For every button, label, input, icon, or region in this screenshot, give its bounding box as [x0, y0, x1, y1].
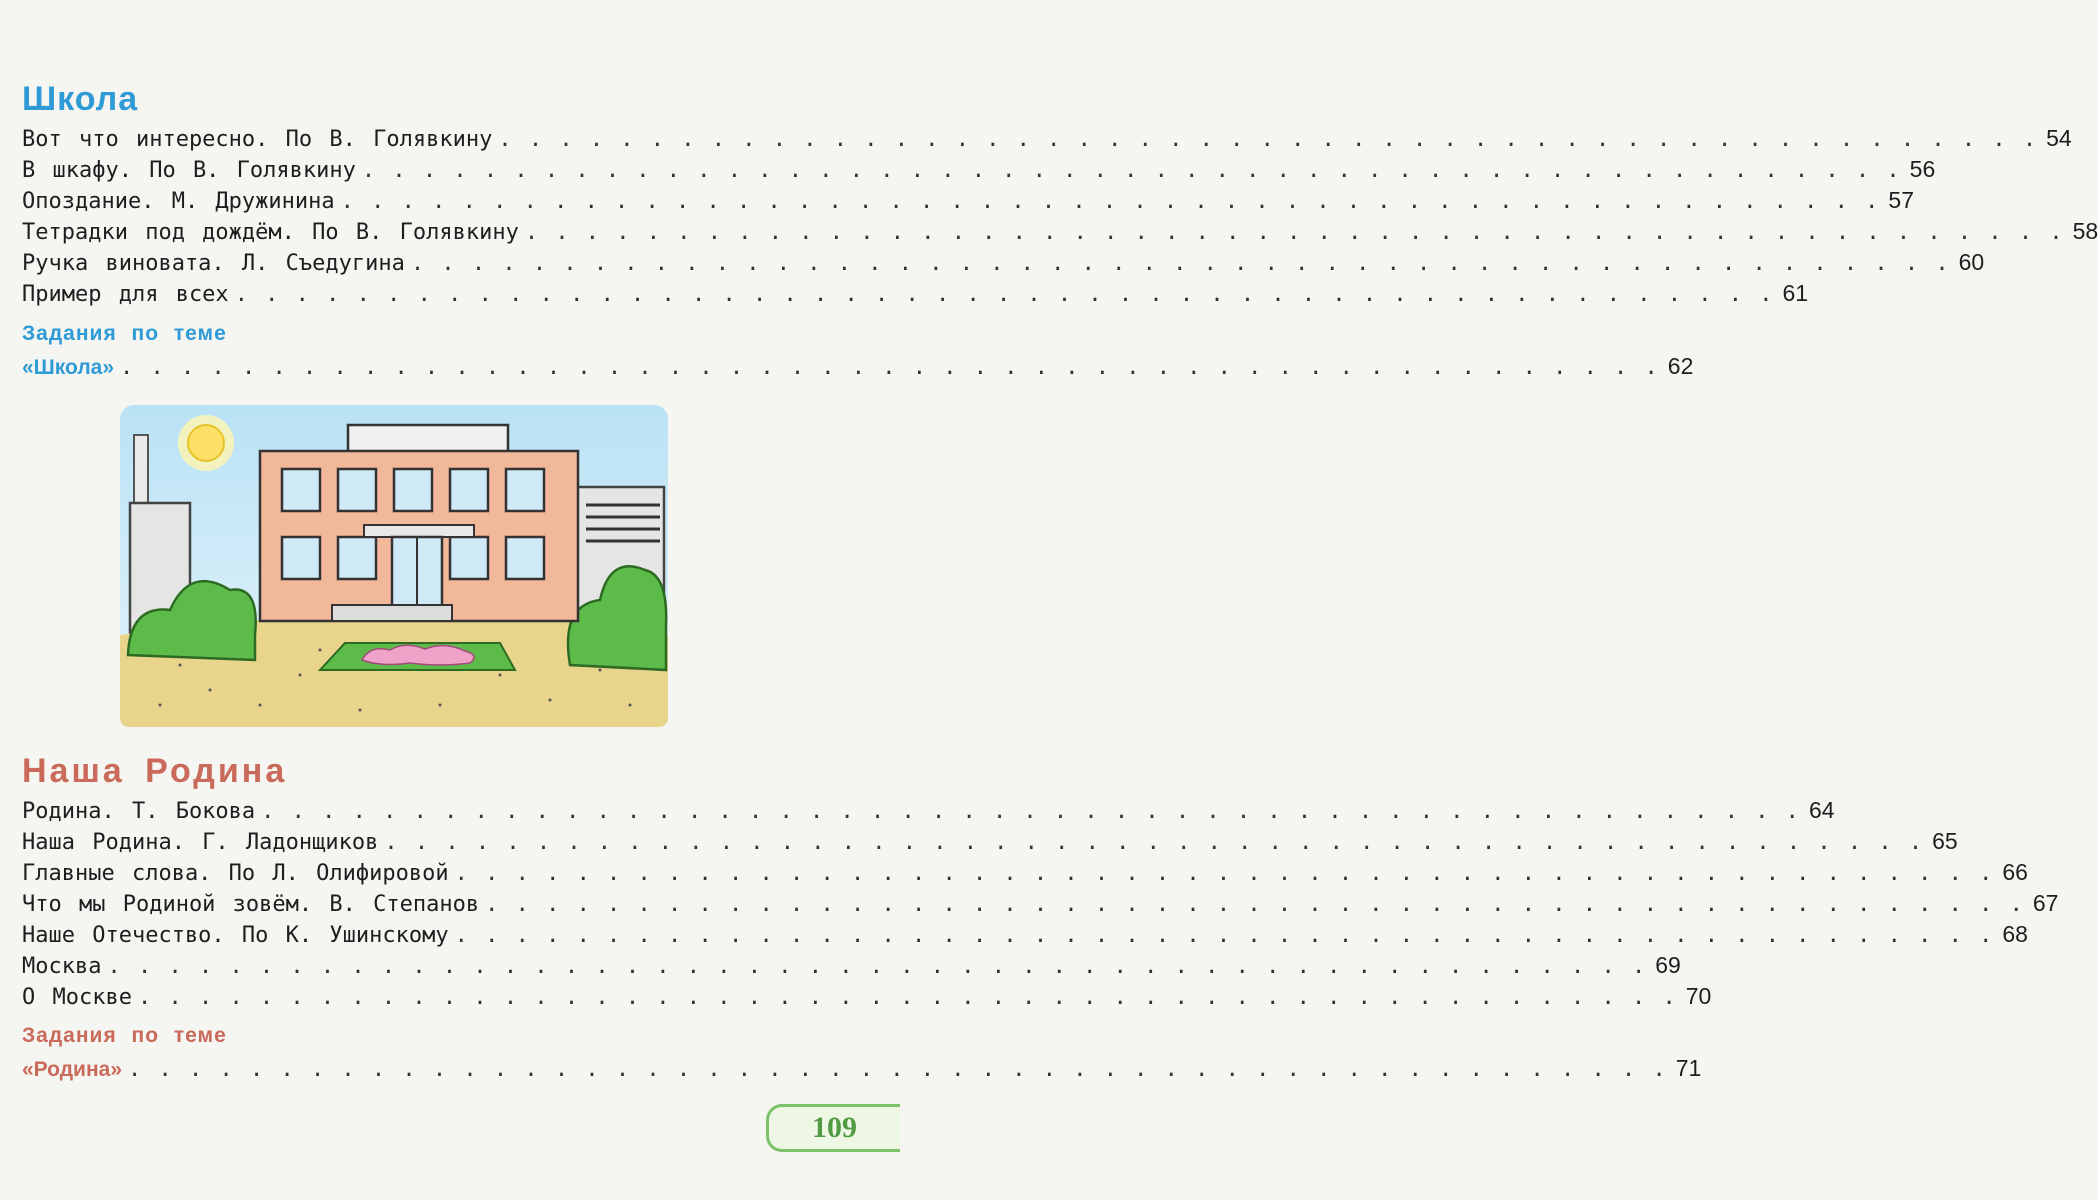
tasks-entry — [22, 1055, 1702, 1086]
toc-entry-title: Наше Отечество. По К. Ушинскому — [22, 923, 449, 948]
page-number-badge — [766, 1104, 900, 1152]
toc-entry — [22, 187, 1914, 218]
toc-entry-title: Главные слова. По Л. Олифировой — [22, 861, 449, 886]
page-number: 109 — [812, 1111, 857, 1144]
leader-dots: . . . . . . . . . . . . . . . . . . . . . . . . . . . . . . . . . . . . . . . . . . . . . . . . . . . — [454, 923, 1995, 948]
tasks-entry — [22, 353, 1694, 384]
toc-entry-page: 66 — [2002, 859, 2028, 885]
toc-entry-page: 69 — [1655, 952, 1681, 978]
toc-entry-page: 64 — [1808, 797, 1835, 823]
toc-entry — [22, 890, 2059, 921]
toc-entry-title: Наша Родина. Г. Ладонщиков — [22, 830, 379, 855]
leader-dots: . . . . . . . . . . . . . . . . . . . . . . . . . . . . . . . . . . . . . . . . . . . . . . . . . . . — [410, 251, 1951, 276]
leader-dots: . . . . . . . . . . . . . . . . . . . . . . . . . . . . . . . . . . . . . . . . . . . . . . . . . . . — [261, 799, 1801, 824]
toc-entry-title: Тетрадки под дождём. По В. Голявкину — [22, 220, 519, 245]
toc-entry-title: Родина. Т. Бокова — [22, 799, 256, 824]
toc-entry-page: 65 — [1932, 828, 1958, 854]
toc-entry — [22, 828, 1958, 859]
leader-dots: . . . . . . . . . . . . . . . . . . . . . . . . . . . . . . . . . . . . . . . . . . . . . . . . . . . — [234, 282, 1775, 307]
toc-entry — [22, 280, 1809, 311]
tasks-entry-page: 71 — [1675, 1055, 1702, 1081]
leader-dots: . . . . . . . . . . . . . . . . . . . . . . . . . . . . . . . . . . . . . . . . . . . . . . . . . . . — [485, 892, 2025, 917]
tasks-block-school — [22, 322, 1694, 384]
toc-entry-title: Москва — [22, 954, 102, 979]
tasks-block-rodina — [22, 1024, 1702, 1086]
leader-dots: . . . . . . . . . . . . . . . . . . . . . . . . . . . . . . . . . . . . . . . . . . . . . . . . . . . — [384, 830, 1925, 855]
toc-entry-page: 60 — [1958, 249, 1985, 275]
toc-entry — [22, 156, 1936, 187]
toc-entry-title: В шкафу. По В. Голявкину — [22, 158, 356, 183]
toc-entry-title: Вот что интересно. По В. Голявкину — [22, 127, 493, 152]
section-title-rodina: Наша Родина — [22, 752, 288, 790]
leader-dots: . . . . . . . . . . . . . . . . . . . . . . . . . . . . . . . . . . . . . . . . . . . . . . . . . . . — [361, 158, 1902, 183]
leader-dots: . . . . . . . . . . . . . . . . . . . . . . . . . . . . . . . . . . . . . . . . . . . . . . . . . . . — [120, 355, 1660, 380]
tasks-entry-title: «Школа» — [22, 356, 115, 379]
leader-dots: . . . . . . . . . . . . . . . . . . . . . . . . . . . . . . . . . . . . . . . . . . . . . . . . . . . — [524, 220, 2065, 245]
toc-entry-page: 54 — [2046, 125, 2072, 151]
school-building-illustration — [120, 405, 668, 727]
toc-entry-title: Опоздание. М. Дружинина — [22, 189, 335, 214]
section-title-school: Школа — [22, 80, 139, 118]
toc-list-rodina — [22, 797, 2059, 1014]
toc-entry — [22, 218, 2098, 249]
tasks-heading: Задания по теме — [22, 1024, 227, 1047]
toc-entry-page: 67 — [2032, 890, 2059, 916]
toc-entry — [22, 952, 1681, 983]
toc-entry-page: 61 — [1782, 280, 1809, 306]
leader-dots: . . . . . . . . . . . . . . . . . . . . . . . . . . . . . . . . . . . . . . . . . . . . . . . . . . . — [128, 1057, 1668, 1082]
toc-entry-page: 70 — [1685, 983, 1712, 1009]
toc-entry-title: О Москве — [22, 985, 132, 1010]
leader-dots: . . . . . . . . . . . . . . . . . . . . . . . . . . . . . . . . . . . . . . . . . . . . . . . . . . . — [340, 189, 1881, 214]
toc-entry-page: 56 — [1909, 156, 1936, 182]
tasks-entry-page: 62 — [1667, 353, 1694, 379]
toc-entry — [22, 921, 2028, 952]
leader-dots: . . . . . . . . . . . . . . . . . . . . . . . . . . . . . . . . . . . . . . . . . . . . . . . . . . . — [137, 985, 1678, 1010]
toc-entry-title: Пример для всех — [22, 282, 229, 307]
toc-entry — [22, 859, 2028, 890]
toc-entry — [22, 797, 1835, 828]
toc-entry-page: 57 — [1888, 187, 1914, 213]
leader-dots: . . . . . . . . . . . . . . . . . . . . . . . . . . . . . . . . . . . . . . . . . . . . . . . . . . . — [498, 127, 2039, 152]
tasks-heading: Задания по теме — [22, 322, 227, 345]
toc-list-school — [22, 125, 2098, 311]
toc-entry — [22, 249, 1985, 280]
toc-entry — [22, 125, 2072, 156]
toc-entry-page: 58 — [2072, 218, 2098, 244]
leader-dots: . . . . . . . . . . . . . . . . . . . . . . . . . . . . . . . . . . . . . . . . . . . . . . . . . . . — [107, 954, 1648, 979]
toc-entry-title: Ручка виновата. Л. Съедугина — [22, 251, 405, 276]
tasks-entry-title: «Родина» — [22, 1058, 122, 1081]
toc-entry — [22, 983, 1712, 1014]
toc-entry-page: 68 — [2002, 921, 2028, 947]
leader-dots: . . . . . . . . . . . . . . . . . . . . . . . . . . . . . . . . . . . . . . . . . . . . . . . . . . . — [454, 861, 1995, 886]
toc-entry-title: Что мы Родиной зовём. В. Степанов — [22, 892, 480, 917]
